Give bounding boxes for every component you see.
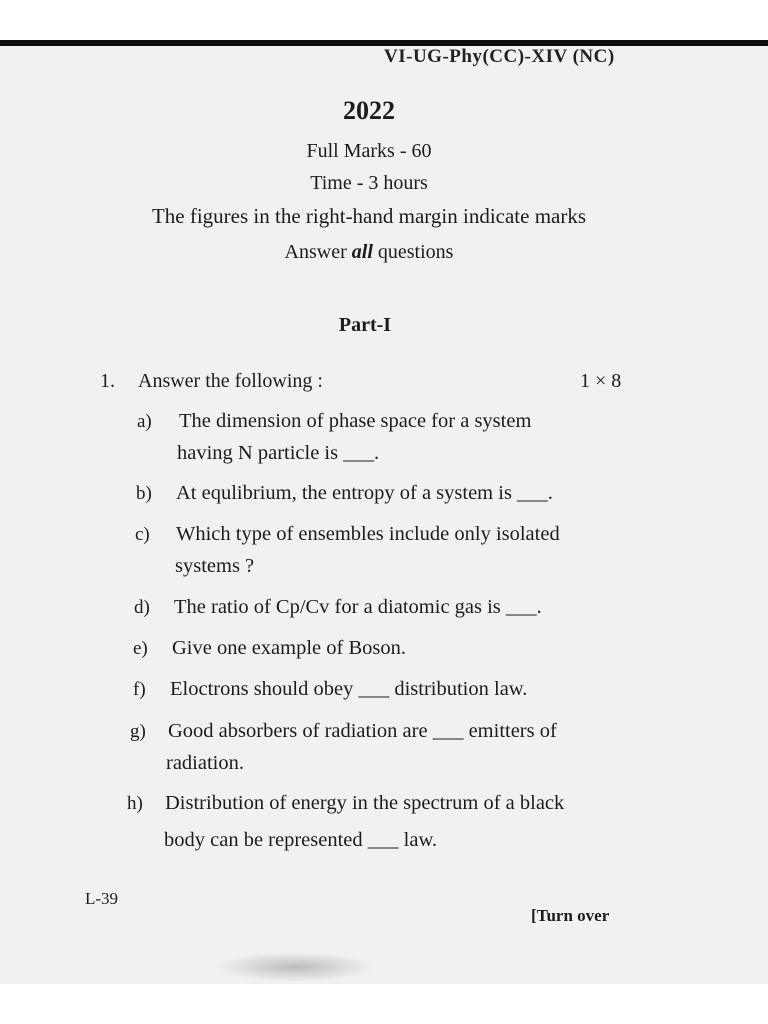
paper-code: VI-UG-Phy(CC)-XIV (NC) <box>384 46 615 67</box>
item-label-h: h) <box>127 793 143 814</box>
item-a-line-1: The dimension of phase space for a system <box>179 410 532 432</box>
item-b-line-1: At equlibrium, the entropy of a system is ___. <box>176 482 553 504</box>
item-label-f: f) <box>133 679 146 700</box>
question-text: Answer the following : <box>138 370 323 392</box>
question-marks: 1 × 8 <box>580 370 622 392</box>
exam-year: 2022 <box>343 96 395 125</box>
turn-over-note: [Turn over <box>531 906 610 925</box>
item-g-line-1: Good absorbers of radiation are ___ emitters of <box>168 720 557 742</box>
answer-emphasis: all <box>351 241 373 263</box>
part-heading: Part-I <box>338 314 392 336</box>
answer-post: questions <box>372 241 454 263</box>
item-h-line-2: body can be represented ___ law. <box>164 829 438 851</box>
item-d-line-1: The ratio of Cp/Cv for a diatomic gas is ___. <box>174 596 542 618</box>
item-g-line-2: radiation. <box>166 752 244 774</box>
item-c-line-2: systems ? <box>175 555 255 577</box>
item-label-b: b) <box>136 483 152 504</box>
marks-instruction: The figures in the right-hand margin indicate marks <box>151 204 587 228</box>
item-e-line-1: Give one example of Boson. <box>172 637 406 659</box>
item-c-line-1: Which type of ensembles include only isolated <box>176 523 560 545</box>
answer-pre: Answer <box>284 241 352 263</box>
full-marks: Full Marks - 60 <box>306 140 432 162</box>
item-label-e: e) <box>133 638 148 659</box>
item-a-line-2: having N particle is ___. <box>177 442 380 464</box>
time-limit: Time - 3 hours <box>310 172 428 194</box>
answer-instruction <box>0 241 738 264</box>
page-code: L-39 <box>85 889 119 908</box>
question-number: 1. <box>100 370 115 392</box>
item-h-line-1: Distribution of energy in the spectrum of a black <box>165 792 565 814</box>
item-label-c: c) <box>135 524 150 545</box>
item-f-line-1: Eloctrons should obey ___ distribution law. <box>170 678 528 700</box>
item-label-a: a) <box>137 411 152 432</box>
exam-page <box>0 46 768 984</box>
item-label-d: d) <box>134 597 150 618</box>
item-label-g: g) <box>130 721 146 742</box>
